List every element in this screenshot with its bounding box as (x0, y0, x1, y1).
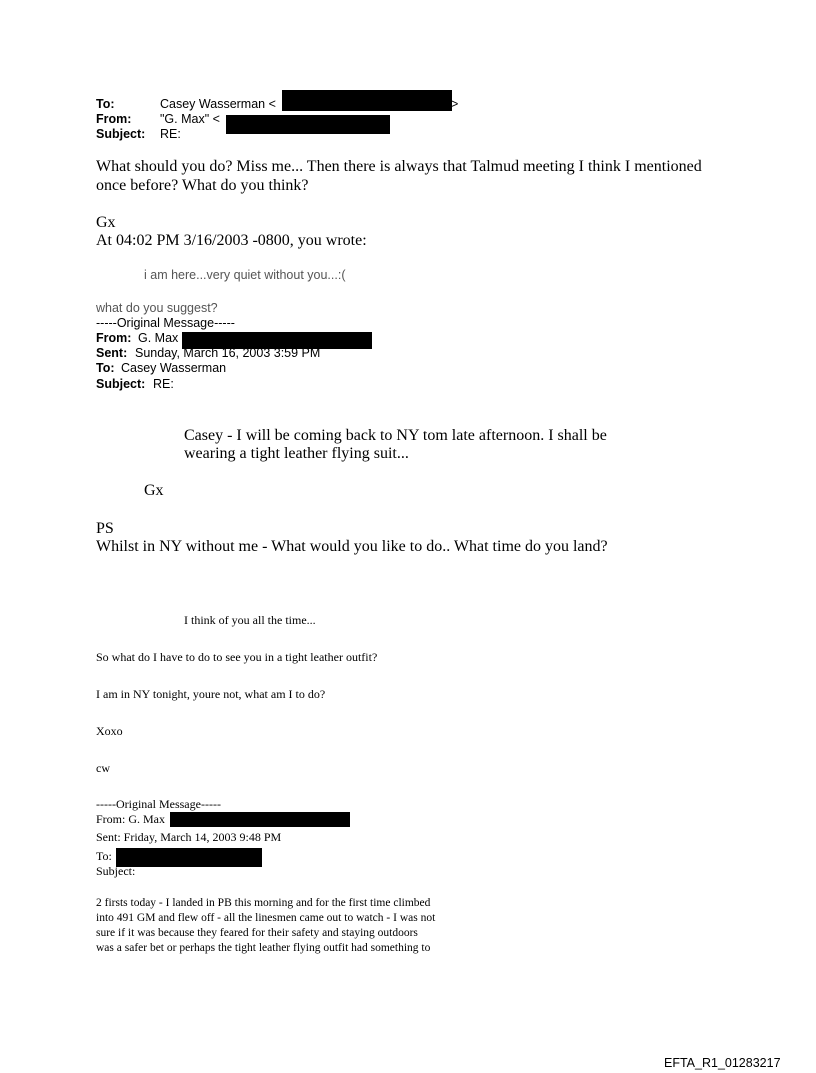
reply-line-2: once before? What do you think? (96, 177, 309, 194)
subject-label: Subject: (96, 127, 146, 141)
document-id: EFTA_R1_01283217 (664, 1056, 781, 1070)
reply-line-1: What should you do? Miss me... Then there is always that Talmud meeting I think I mentioned (96, 158, 702, 175)
msg2-ps-line: Whilst in NY without me - What would you like to do.. What time do you land? (96, 538, 608, 555)
reply-signature: Gx (96, 214, 116, 231)
from-value: "G. Max" < (160, 112, 220, 126)
msg3-line-5: cw (96, 761, 110, 775)
redaction-box (116, 848, 262, 867)
original-message-divider: -----Original Message----- (96, 797, 221, 811)
orig1-sent-value: Sunday, March 16, 2003 3:59 PM (135, 346, 321, 360)
orig1-to-value: Casey Wasserman (121, 361, 227, 375)
msg4-line-2: into 491 GM and flew off - all the linesmen came out to watch - I was not (96, 912, 436, 924)
redaction-box (282, 90, 452, 111)
redaction-box (170, 812, 350, 827)
msg4-line-3: sure if it was because they feared for their safety and staying outdoors (96, 927, 418, 939)
msg3-line-4: Xoxo (96, 724, 123, 738)
msg3-line-2: So what do I have to do to see you in a tight leather outfit? (96, 650, 378, 664)
msg2-line-1: Casey - I will be coming back to NY tom late afternoon. I shall be (184, 427, 607, 444)
to-value: Casey Wasserman < (160, 97, 276, 111)
orig1-subject-value: RE: (153, 377, 174, 391)
from-label: From: (96, 112, 132, 126)
msg4-line-1: 2 firsts today - I landed in PB this morning and for the first time climbed (96, 897, 431, 909)
reply-attribution: At 04:02 PM 3/16/2003 -0800, you wrote: (96, 232, 367, 249)
quoted-line-1: i am here...very quiet without you...:( (144, 268, 346, 282)
msg3-line-1: I think of you all the time... (184, 613, 316, 627)
msg2-ps: PS (96, 520, 114, 537)
msg3-line-3: I am in NY tonight, youre not, what am I to do? (96, 687, 326, 701)
orig2-sent: Sent: Friday, March 14, 2003 9:48 PM (96, 830, 282, 844)
orig1-subject-label: Subject: (96, 377, 146, 391)
msg4-line-4: was a safer bet or perhaps the tight leather flying outfit had something to (96, 942, 431, 954)
orig2-subject: Subject: (96, 864, 136, 878)
redaction-box (226, 115, 390, 134)
orig1-from-label: From: (96, 331, 132, 345)
quoted-line-2: what do you suggest? (96, 301, 218, 315)
orig1-sent-label: Sent: (96, 346, 128, 360)
orig2-from: From: G. Max (96, 812, 165, 826)
orig1-to-label: To: (96, 361, 115, 375)
to-trail: > (451, 97, 459, 111)
to-label: To: (96, 97, 115, 111)
orig2-to: To: (96, 849, 112, 863)
msg2-signature: Gx (144, 482, 164, 499)
orig1-from-value: G. Max (138, 331, 179, 345)
msg2-line-2: wearing a tight leather flying suit... (184, 445, 409, 462)
original-message-divider: -----Original Message----- (96, 316, 235, 330)
subject-value: RE: (160, 127, 181, 141)
